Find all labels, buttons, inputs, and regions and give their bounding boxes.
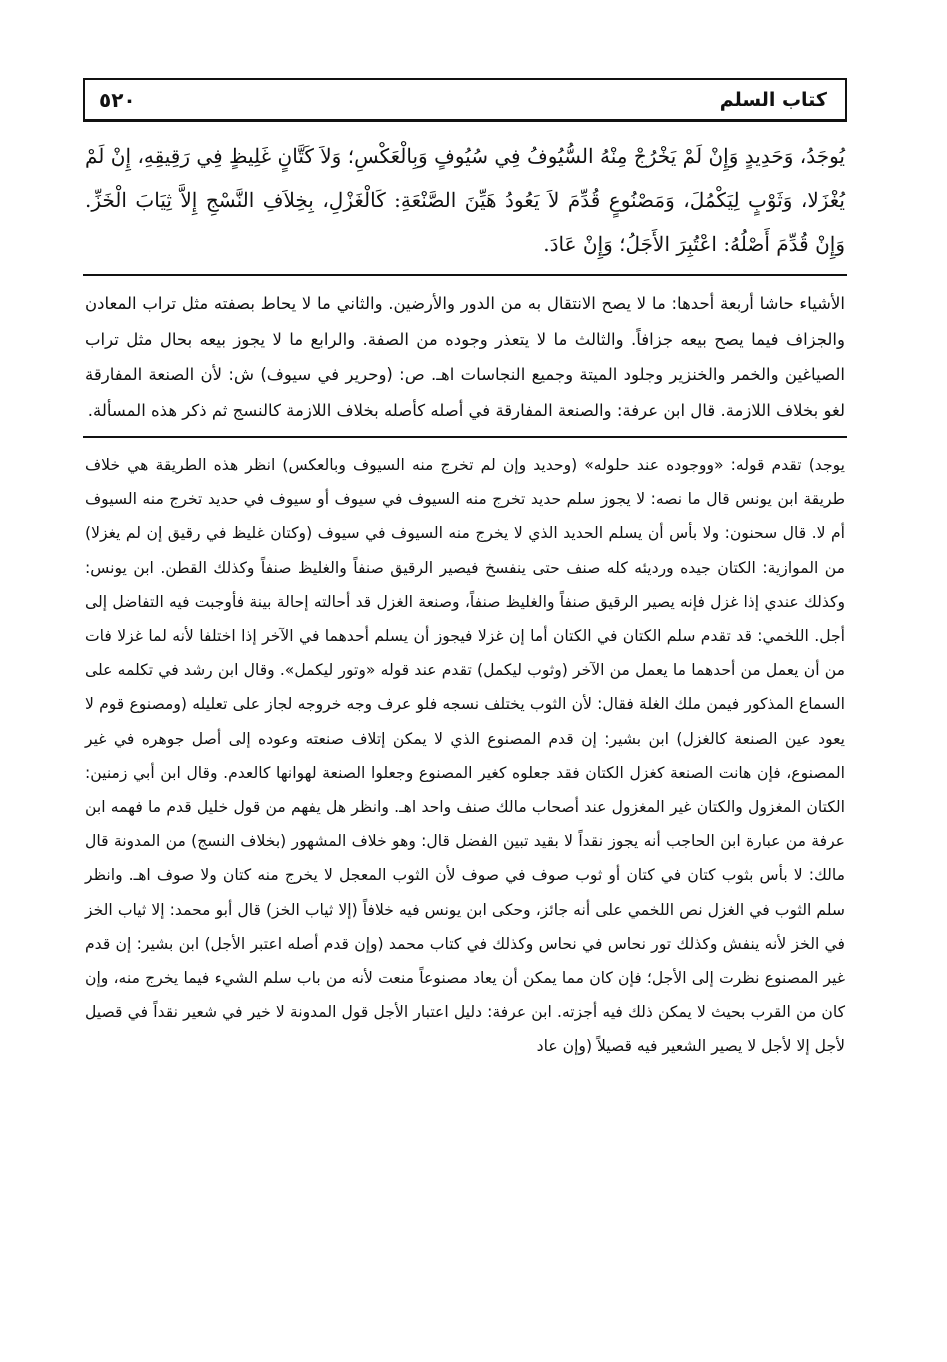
divider-1	[83, 274, 847, 276]
main-text: يُوجَدُ، وَحَدِيدٍ وَإِنْ لَمْ يَخْرُجْ مِنْهُ السُّيُوفُ فِي سُيُوفٍ وَبِالْعَكْسِ؛ وَلاَ كَتَّانٍ غَلِيظٍ فِي رَقِيقِهِ، إِنْ لَمْ يُغْزَلا، وَثَوْبٍ لِيَكْمُلَ، وَمَصْنُوعٍ قُدِّمَ لاَ يَعُودُ هَيِّنَ الصَّنْعَةِ: كَالْغَزْلِ، بِخِلاَفِ النَّسْجِ إِلاَّ ثِيَابَ الْخَزِّ. وَإِنْ قُدِّمَ أَصْلُهُ: اعْتُبِرَ الأَجَلُ؛ وَإِنْ عَادَ.	[85, 144, 845, 256]
book-page	[83, 78, 847, 1348]
page-header	[83, 78, 847, 122]
commentary-1	[83, 286, 847, 428]
commentary-2	[83, 448, 847, 1064]
commentary-1-text: الأشياء حاشا أربعة أحدها: ما لا يصح الانتقال به من الدور والأرضين. والثاني ما لا يحاط بصفته مثل تراب المعادن والجزاف فيما يصح بيعه جزافاً. والثالث ما لا يتعذر وجوده من الصفة. والرابع ما لا يجوز بيعه بحال مثل تراب الصياغين والخمر والخنزير وجلود الميتة وجميع النجاسات اهـ. ص: (وحرير في سيوف) ش: لأن الصنعة المفارقة لغو بخلاف اللازمة. قال ابن عرفة: والصنعة المفارقة في أصله كأصله بخلاف اللازمة كالنسج ثم ذكر هذه المسألة.	[85, 294, 845, 420]
divider-2	[83, 436, 847, 438]
commentary-2-text: يوجد) تقدم قوله: «ووجوده عند حلوله» (وحديد وإن لم تخرج منه السيوف وبالعكس) انظر هذه الطريقة هي خلاف طريقة ابن يونس قال ما نصه: لا يجوز سلم حديد تخرج منه السيوف في سيوف أو سيوف في حديد تخرج منه السيوف أم لا. قال سحنون: ولا بأس أن يسلم الحديد الذي لا يخرج منه السيوف في سيوف (وكتان غليظ في رقيق إن لم يغزلا) من الموازية: الكتان جيده ورديئه كله صنف حتى ينفسخ فيصير الرقيق صنفاً والغليظ صنفاً وكذلك القطن. ابن يونس: وكذلك عندي إذا غزل فإنه يصير الرقيق صنفاً والغليظ صنفاً، وصنعة الغزل قد أحالته إحالة بينة فأوجبت فيه التفاضل إلى أجل. اللخمي: قد تقدم سلم الكتان في الكتان أما إن غزلا فيجوز أن يسلم أحدهما في الآخر إذا اختلفا لأنه لما غزلا فات من أن يعمل من أحدهما ما يعمل من الآخر (وثوب ليكمل) تقدم عند قوله «وتور ليكمل». وقال ابن رشد في تكلمه على السماع المذكور فيمن ملك الغلة فقال: لأن الثوب يختلف نسجه فلو عرف وجه خروجه لجاز على تعليله (ومصنوع قوم لا يعود عين الصنعة كالغزل) ابن بشير: إن قدم المصنوع الذي لا يمكن إتلاف صنعته وعوده إلى أصل جوهره في غير المصنوع، فإن هانت الصنعة كغزل الكتان فقد جعلوه كغير المصنوع وجعلوا الصنعة لهوانها كالعدم. وقال ابن أبي زمنين: الكتان المغزول والكتان غير المغزول عند أصحاب مالك صنف واحد اهـ. وانظر هل يفهم من قول خليل قدم ما فهمه ابن عرفة من عبارة ابن الحاجب أنه يجوز نقداً لا بقيد تبين الفضل قال: وهو خلاف المشهور (بخلاف النسج) من المدونة قال مالك: لا بأس بثوب كتان في كتان أو ثوب صوف في صوف لأن الثوب المعجل لا يخرج منه كتان ولا صوف اهـ. وانظر سلم الثوب في الغزل نص اللخمي على أنه جائز، وحكى ابن يونس فيه خلافاً (إلا ثياب الخز) قال أبو محمد: إلا ثياب الخز في الخز لأنه ينفش وكذلك تور نحاس في نحاس وكذلك في كتاب محمد (وإن قدم أصله اعتبر الأجل) ابن بشير: إن قدم غير المصنوع نظرت إلى الأجل؛ فإن كان مما يمكن أن يعاد مصنوعاً منعت لأنه من باب سلم الشيء فيما يخرج منه، وإن كان من القرب بحيث لا يمكن ذلك فيه أجزته. ابن عرفة: دليل اعتبار الأجل قول المدونة لا خير في شعير نقداً في قصيل لأجل إلا لأجل لا يصير الشعير فيه قصيلاً (وإن عاد	[85, 456, 845, 1056]
chapter-title: كتاب السلم	[719, 88, 827, 111]
page-number: ٥٢٠	[99, 87, 136, 112]
